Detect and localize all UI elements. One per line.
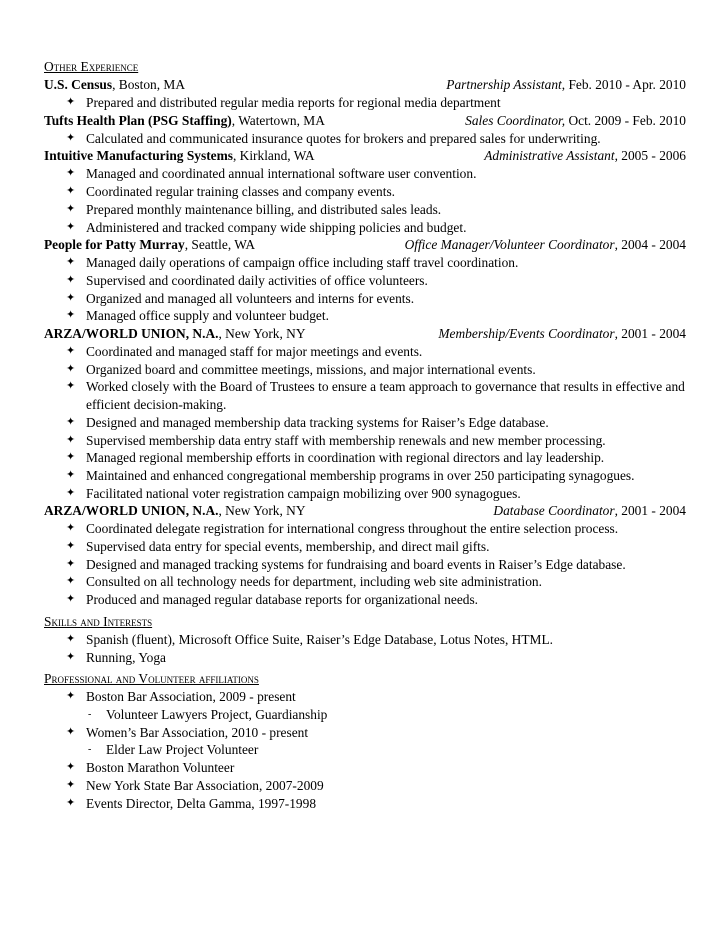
bullet-text: Worked closely with the Board of Trustees to ensure a team approach to governance that results in effective and efficient decision-making.: [86, 379, 685, 413]
star-bullet-icon: ✦: [66, 650, 76, 663]
bullet-item: [44, 343, 686, 361]
star-bullet-icon: ✦: [66, 185, 76, 198]
job-header: [44, 112, 686, 130]
affiliation-item: [44, 688, 686, 706]
bullet-text: Coordinated regular training classes and company events.: [86, 184, 396, 200]
job-dates: , 2001 - 2004: [614, 326, 686, 342]
skill-text: Running, Yoga: [86, 649, 166, 665]
affiliation-item: [44, 759, 686, 777]
bullet-text: Facilitated national voter registration campaign mobilizing over 900 synagogues.: [86, 485, 521, 501]
job-title: Office Manager/Volunteer Coordinator: [404, 237, 615, 253]
bullet-item: [44, 556, 686, 574]
affiliation-text: Boston Marathon Volunteer: [86, 760, 235, 776]
job-title: Sales Coordinator,: [465, 112, 566, 128]
job-org-line: [44, 325, 306, 343]
job-organization: Intuitive Manufacturing Systems: [44, 148, 233, 164]
job-org-line: [44, 112, 325, 130]
job-role-line: [405, 236, 686, 254]
star-bullet-icon: ✦: [66, 362, 76, 375]
job-dates: , 2004 - 2004: [614, 237, 686, 253]
star-bullet-icon: ✦: [66, 291, 76, 304]
job-dates: , Feb. 2010 - Apr. 2010: [561, 77, 686, 92]
job-title: Partnership Assistant: [446, 77, 562, 92]
job-header: [44, 236, 686, 254]
bullet-item: [44, 449, 686, 467]
star-bullet-icon: ✦: [66, 451, 76, 464]
bullet-text: Supervised membership data entry staff with membership renewals and new member processing.: [86, 432, 606, 448]
star-bullet-icon: ✦: [66, 522, 76, 535]
star-bullet-icon: ✦: [66, 433, 76, 446]
bullet-text: Prepared monthly maintenance billing, and distributed sales leads.: [86, 201, 442, 217]
skills-heading: Skills and Interests: [44, 613, 153, 629]
bullet-text: Coordinated delegate registration for international congress throughout the entire selection process.: [86, 521, 619, 537]
star-bullet-icon: ✦: [66, 778, 76, 791]
bullet-item: [44, 378, 686, 413]
bullet-item: [44, 414, 686, 432]
star-bullet-icon: ✦: [66, 468, 76, 481]
bullet-item: [44, 165, 686, 183]
bullet-item: [44, 219, 686, 237]
job-org-line: [44, 76, 185, 94]
bullet-text: Managed office supply and volunteer budget.: [86, 308, 329, 324]
bullet-item: [44, 432, 686, 450]
job-dates: , 2001 - 2004: [614, 503, 686, 519]
skill-item: [44, 631, 686, 649]
affiliation-subitem: [44, 741, 686, 759]
job-dates: , 2005 - 2006: [614, 148, 686, 164]
bullet-item: [44, 520, 686, 538]
dash-bullet-icon: -: [88, 744, 92, 756]
star-bullet-icon: ✦: [66, 557, 76, 570]
job-location: , Seattle, WA: [184, 237, 256, 253]
star-bullet-icon: ✦: [66, 220, 76, 233]
job-role-line: [438, 325, 686, 343]
affiliation-item: [44, 777, 686, 795]
job-entry: [44, 147, 686, 236]
affiliation-item: [44, 795, 686, 813]
bullet-item: [44, 591, 686, 609]
job-bullets: [44, 165, 686, 236]
star-bullet-icon: ✦: [66, 167, 76, 180]
job-title: Database Coordinator: [493, 503, 615, 519]
bullet-text: Designed and managed membership data tracking systems for Raiser’s Edge database.: [86, 414, 549, 430]
bullet-item: [44, 183, 686, 201]
skills-list: [44, 631, 686, 666]
job-location: , New York, NY: [218, 503, 306, 519]
job-location: , Boston, MA: [112, 77, 186, 92]
job-header: [44, 147, 686, 165]
bullet-text: Supervised and coordinated daily activities of office volunteers.: [86, 272, 428, 288]
star-bullet-icon: ✦: [66, 380, 76, 393]
star-bullet-icon: ✦: [66, 540, 76, 553]
star-bullet-icon: ✦: [66, 725, 76, 738]
skill-item: [44, 649, 686, 667]
bullet-item: [44, 538, 686, 556]
bullet-item: [44, 573, 686, 591]
bullet-item: [44, 130, 686, 148]
job-location: , New York, NY: [218, 326, 306, 342]
job-bullets: [44, 130, 686, 148]
star-bullet-icon: ✦: [66, 796, 76, 809]
job-location: , Watertown, MA: [231, 112, 325, 128]
bullet-item: [44, 361, 686, 379]
job-title: Membership/Events Coordinator: [438, 326, 615, 342]
star-bullet-icon: ✦: [66, 131, 76, 144]
job-role-line: [465, 112, 686, 130]
bullet-item: [44, 290, 686, 308]
job-role-line: [493, 502, 686, 520]
affiliation-text: Women’s Bar Association, 2010 - present: [86, 724, 309, 740]
job-dates: Oct. 2009 - Feb. 2010: [565, 112, 686, 128]
affiliations-list: [44, 688, 686, 812]
bullet-text: Designed and managed tracking systems for fundraising and board events in Raiser’s Edge database.: [86, 556, 626, 572]
bullet-item: [44, 467, 686, 485]
star-bullet-icon: ✦: [66, 593, 76, 606]
affiliation-text: New York State Bar Association, 2007-2009: [86, 777, 324, 793]
job-organization: ARZA/WORLD UNION, N.A.: [44, 326, 219, 342]
job-entry: [44, 502, 686, 609]
star-bullet-icon: ✦: [66, 345, 76, 358]
job-org-line: [44, 236, 255, 254]
bullet-item: [44, 485, 686, 503]
job-organization: Tufts Health Plan (PSG Staffing): [44, 112, 232, 128]
bullet-text: Prepared and distributed regular media reports for regional media department: [86, 95, 501, 110]
bullet-text: Produced and managed regular database reports for organizational needs.: [86, 592, 479, 608]
bullet-item: [44, 272, 686, 290]
job-location: , Kirkland, WA: [232, 148, 315, 164]
bullet-text: Coordinated and managed staff for major meetings and events.: [86, 344, 423, 360]
affiliation-subtext: Elder Law Project Volunteer: [106, 742, 259, 758]
star-bullet-icon: ✦: [66, 486, 76, 499]
job-role-line: [484, 147, 686, 165]
affiliation-subtext: Volunteer Lawyers Project, Guardianship: [106, 706, 328, 722]
star-bullet-icon: ✦: [66, 202, 76, 215]
job-title: Administrative Assistant: [484, 148, 615, 164]
job-org-line: [44, 502, 306, 520]
bullet-text: Managed and coordinated annual international software user convention.: [86, 166, 477, 182]
job-entry: [44, 236, 686, 325]
bullet-item: [44, 254, 686, 272]
bullet-text: Calculated and communicated insurance quotes for brokers and prepared sales for underwriting.: [86, 130, 601, 146]
star-bullet-icon: ✦: [66, 690, 76, 703]
job-entry: [44, 112, 686, 148]
bullet-item: [44, 307, 686, 325]
job-organization: ARZA/WORLD UNION, N.A.: [44, 503, 219, 519]
bullet-text: Supervised data entry for special events, membership, and direct mail gifts.: [86, 539, 490, 555]
job-bullets: [44, 520, 686, 609]
job-org-line: [44, 147, 315, 165]
job-bullets: [44, 254, 686, 325]
affiliations-heading: Professional and Volunteer affiliations: [44, 671, 259, 687]
star-bullet-icon: ✦: [66, 632, 76, 645]
star-bullet-icon: ✦: [66, 256, 76, 269]
job-bullets: [44, 343, 686, 502]
affiliation-item: [44, 724, 686, 742]
job-header: [44, 325, 686, 343]
star-bullet-icon: ✦: [66, 761, 76, 774]
bullet-item: [44, 94, 686, 112]
bullet-text: Organized board and committee meetings, missions, and major international events.: [86, 361, 536, 377]
job-role-line: [446, 76, 686, 94]
job-entry: [44, 325, 686, 502]
bullet-text: Administered and tracked company wide shipping policies and budget.: [86, 219, 467, 235]
skill-text: Spanish (fluent), Microsoft Office Suite, Raiser’s Edge Database, Lotus Notes, HTML.: [86, 631, 553, 647]
job-organization: U.S. Census: [44, 77, 113, 92]
star-bullet-icon: ✦: [66, 415, 76, 428]
job-entry: [44, 76, 686, 112]
star-bullet-icon: ✦: [66, 309, 76, 322]
bullet-text: Managed daily operations of campaign office including staff travel coordination.: [86, 255, 519, 271]
resume-page: [44, 58, 686, 812]
job-bullets: [44, 94, 686, 112]
bullet-text: Consulted on all technology needs for department, including web site administration.: [86, 574, 542, 590]
bullet-text: Managed regional membership efforts in coordination with regional directors and lay leadership.: [86, 450, 605, 466]
bullet-text: Maintained and enhanced congregational membership programs in over 250 participating synagogues.: [86, 467, 635, 483]
other-experience-heading: Other Experience: [44, 59, 139, 74]
other-experience-section: [44, 76, 686, 609]
affiliation-text: Events Director, Delta Gamma, 1997-1998: [86, 795, 317, 811]
affiliation-subitem: [44, 706, 686, 724]
star-bullet-icon: ✦: [66, 273, 76, 286]
dash-bullet-icon: -: [88, 708, 92, 720]
affiliation-text: Boston Bar Association, 2009 - present: [86, 689, 296, 705]
job-header: [44, 502, 686, 520]
bullet-text: Organized and managed all volunteers and interns for events.: [86, 290, 415, 306]
job-organization: People for Patty Murray: [44, 237, 185, 253]
star-bullet-icon: ✦: [66, 96, 76, 108]
job-header: [44, 76, 686, 94]
star-bullet-icon: ✦: [66, 575, 76, 588]
bullet-item: [44, 201, 686, 219]
